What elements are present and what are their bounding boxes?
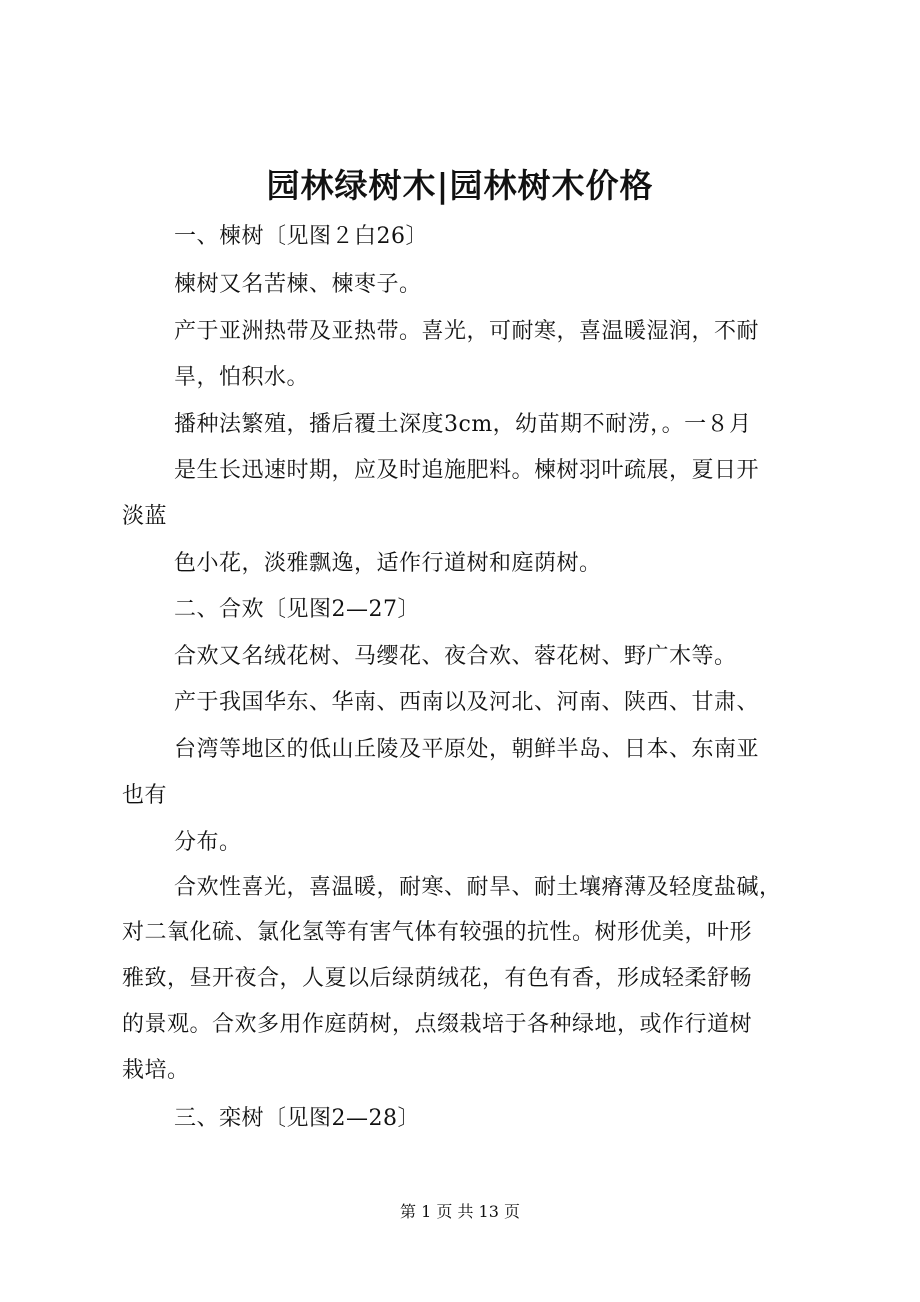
paragraph-line: 淡蓝 xyxy=(122,504,168,529)
document-title: 园林绿树木|园林树木价格 xyxy=(266,166,654,205)
paragraph-line: 的景观。合欢多用作庭荫树，点缀栽培于各种绿地，或作行道树 xyxy=(122,1012,753,1037)
paragraph-line: 二、合欢〔见图2—27〕 xyxy=(174,597,420,622)
paragraph-line: 产于亚洲热带及亚热带。喜光，可耐寒，喜温暖湿润，不耐 xyxy=(174,319,760,344)
paragraph-line: 对二氧化硫、氯化氢等有害气体有较强的抗性。树形优美，叶形 xyxy=(122,920,753,945)
paragraph-line: 合欢又名绒花树、马缨花、夜合欢、蓉花树、野广木等。 xyxy=(174,644,737,669)
paragraph-line: 三、栾树〔见图2—28〕 xyxy=(174,1106,420,1131)
page-footer: 第 1 页 共 13 页 xyxy=(400,1202,520,1221)
paragraph-line: 栽培。 xyxy=(122,1058,190,1083)
paragraph-line: 合欢性喜光，喜温暖，耐寒、耐旱、耐土壤瘠薄及轻度盐碱， xyxy=(174,875,782,900)
paragraph-line: 播种法繁殖，播后覆土深度3cm，幼苗期不耐涝，。一８月 xyxy=(174,412,752,437)
paragraph-line: 产于我国华东、华南、西南以及河北、河南、陕西、甘肃、 xyxy=(174,690,760,715)
paragraph-line: 分布。 xyxy=(174,830,242,855)
paragraph-line: 楝树又名苦楝、楝枣子。 xyxy=(174,272,422,297)
paragraph-line: 是生长迅速时期，应及时追施肥料。楝树羽叶疏展，夏日开 xyxy=(174,458,760,483)
paragraph-line: 台湾等地区的低山丘陵及平原处，朝鲜半岛、日本、东南亚 xyxy=(174,737,760,762)
paragraph-line: 一、楝树〔见图２白26〕 xyxy=(174,224,428,249)
paragraph-line: 雅致，昼开夜合，人夏以后绿荫绒花，有色有香，形成轻柔舒畅 xyxy=(122,966,753,991)
paragraph-line: 色小花，淡雅飘逸，适作行道树和庭荫树。 xyxy=(174,551,602,576)
paragraph-line: 也有 xyxy=(122,783,168,808)
paragraph-line: 旱，怕积水。 xyxy=(174,365,310,390)
